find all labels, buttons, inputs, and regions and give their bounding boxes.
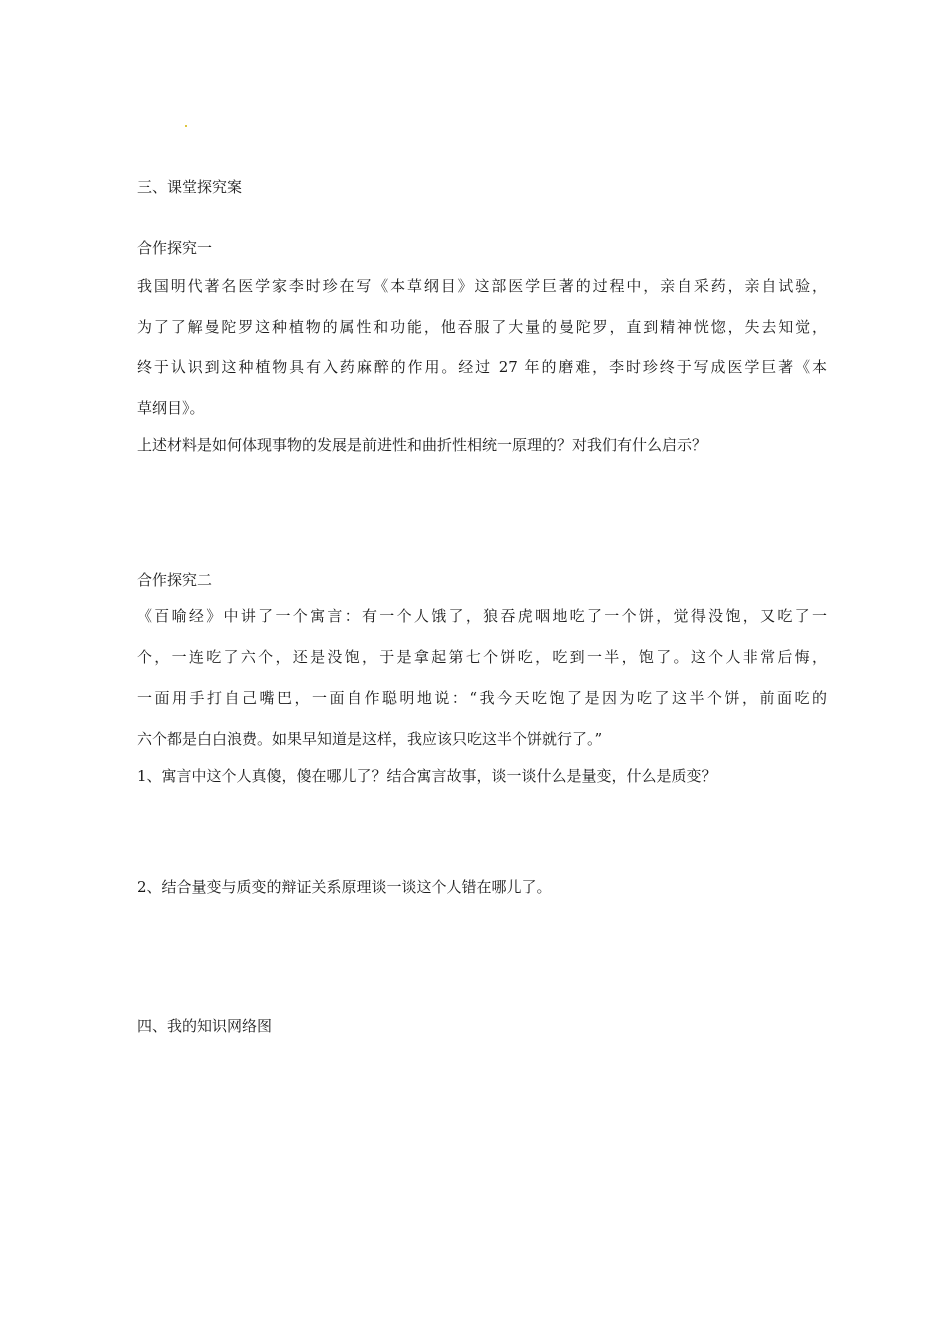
section-4-heading: 四、我的知识网络图 xyxy=(137,1017,273,1035)
inquiry-1-line-3: 终于认识到这种植物具有入药麻醉的作用。经过 27 年的磨难，李时珍终于写成医学巨著《本 xyxy=(137,358,827,376)
inquiry-2-line-4: 六个都是白白浪费。如果早知道是这样，我应该只吃这半个饼就行了。” xyxy=(137,730,603,748)
inquiry-1-line-1: 我国明代著名医学家李时珍在写《本草纲目》这部医学巨著的过程中，亲自采药，亲自试验， xyxy=(137,277,827,295)
stray-mark xyxy=(185,125,187,127)
inquiry-1-line-2: 为了了解曼陀罗这种植物的属性和功能，他吞服了大量的曼陀罗，直到精神恍惚，失去知觉， xyxy=(137,318,827,336)
inquiry-2-question-2: 2、结合量变与质变的辩证关系原理谈一谈这个人错在哪儿了。 xyxy=(137,878,552,896)
inquiry-2-title: 合作探究二 xyxy=(137,571,213,589)
section-3-heading: 三、课堂探究案 xyxy=(137,178,243,196)
inquiry-1-line-4: 草纲目》。 xyxy=(137,399,205,417)
inquiry-2-line-1: 《百喻经》中讲了一个寓言：有一个人饿了，狼吞虎咽地吃了一个饼，觉得没饱，又吃了一 xyxy=(137,607,827,625)
inquiry-2-question-1: 1、寓言中这个人真傻，傻在哪儿了？结合寓言故事，谈一谈什么是量变，什么是质变？ xyxy=(137,767,717,785)
inquiry-2-line-2: 个，一连吃了六个，还是没饱，于是拿起第七个饼吃，吃到一半，饱了。这个人非常后悔， xyxy=(137,648,827,666)
inquiry-2-line-3: 一面用手打自己嘴巴，一面自作聪明地说：“我今天吃饱了是因为吃了这半个饼，前面吃的 xyxy=(137,689,827,707)
inquiry-1-title: 合作探究一 xyxy=(137,239,213,257)
inquiry-1-question: 上述材料是如何体现事物的发展是前进性和曲折性相统一原理的？对我们有什么启示？ xyxy=(137,436,708,454)
